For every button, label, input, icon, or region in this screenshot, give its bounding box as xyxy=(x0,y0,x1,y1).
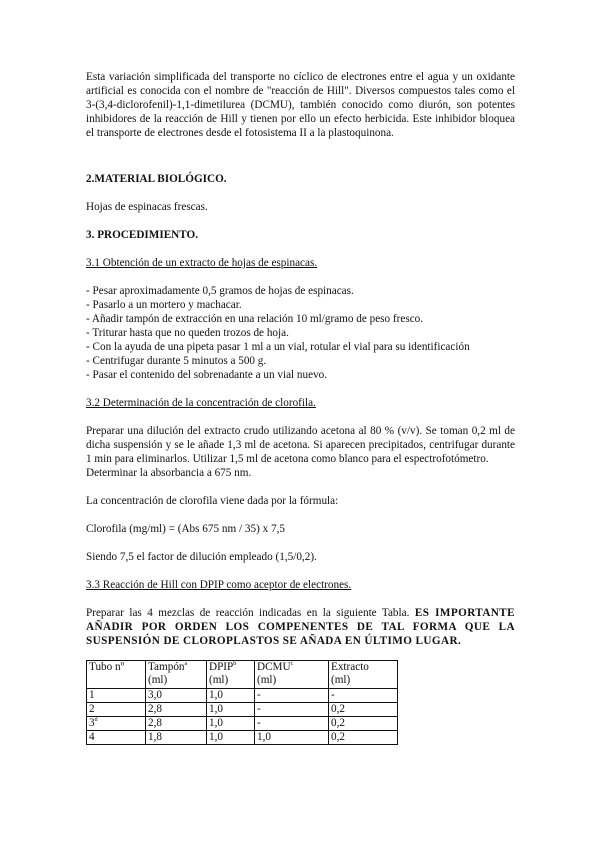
mixtures-instruction: Preparar las 4 mezclas de reacción indicadas en la siguiente Tabla. xyxy=(86,607,410,619)
column-header-tampon: Tampón$^a$ (ml) xyxy=(146,661,207,689)
column-header-extracto: Extracto (ml) xyxy=(329,661,398,689)
section-2-text: Hojas de espinacas frescas. xyxy=(86,201,208,213)
dilution-factor-text: Siendo 7,5 el factor de dilución empleado (1,5/0,2). xyxy=(86,551,317,563)
cell-dcmu: - xyxy=(255,703,329,717)
cell-dpip: 1,0 xyxy=(207,703,255,717)
list-item: - Centrifugar durante 5 minutos a 500 g. xyxy=(86,355,267,367)
list-item: - Con la ayuda de una pipeta pasar 1 ml a un vial, rotular el vial para su identificación xyxy=(86,341,470,353)
cell-tubo: 3$^d$ xyxy=(87,717,146,731)
cell-extracto: - xyxy=(329,689,398,703)
cell-tampon: 3,0 xyxy=(146,689,207,703)
formula-intro: La concentración de clorofila viene dada por la fórmula: xyxy=(86,495,339,507)
cell-dcmu: - xyxy=(255,717,329,731)
important-warning: ES IMPORTANTE AÑADIR POR ORDEN LOS COMPENENTES DE TAL FORMA QUE LA SUSPENSIÓN DE CLOROPLASTOS SE AÑADA EN ÚLTIMO LUGAR. xyxy=(86,607,516,647)
reaction-mixtures-table xyxy=(86,660,398,745)
cell-tampon: 1,8 xyxy=(146,731,207,745)
cell-dpip: 1,0 xyxy=(207,689,255,703)
section-3-heading: 3. PROCEDIMIENTO. xyxy=(86,229,198,241)
procedure-steps-list xyxy=(86,284,515,382)
subsection-3-3-heading: 3.3 Reacción de Hill con DPIP como aceptor de electrones. xyxy=(86,579,352,591)
cell-tubo: 4 xyxy=(87,731,146,745)
table-row xyxy=(87,703,398,717)
document-page xyxy=(86,70,515,745)
cell-extracto: 0,2 xyxy=(329,731,398,745)
cell-tubo: 2 xyxy=(87,703,146,717)
cell-dcmu: - xyxy=(255,689,329,703)
mixtures-paragraph xyxy=(86,606,515,648)
column-header-dcmu: DCMU$^c$ (ml) xyxy=(255,661,329,689)
cell-dcmu: 1,0 xyxy=(255,731,329,745)
cell-dpip: 1,0 xyxy=(207,731,255,745)
column-header-dpip: DPIP$^b$ (ml) xyxy=(207,661,255,689)
cell-extracto: 0,2 xyxy=(329,703,398,717)
list-item: - Pasarlo a un mortero y machacar. xyxy=(86,299,242,311)
intro-paragraph: Esta variación simplificada del transporte no cíclico de electrones entre el agua y un oxidante artificial es conocida con el nombre de "reacción de Hill". Diversos compuestos tales como el 3-(3,4-diclorofenil)-1,1-dimetilurea (DCMU), también conocido como diurón, son potentes inhibidores de la reacción de Hill y tienen por ello un efecto herbicida. Este inhibidor bloquea el transporte de electrones desde el fotosistema II a la plastoquinona. xyxy=(86,71,515,139)
list-item: - Añadir tampón de extracción en una relación 10 ml/gramo de peso fresco. xyxy=(86,313,424,325)
formula: Clorofila (mg/ml) = (Abs 675 nm / 35) x 7,5 xyxy=(86,523,285,535)
cell-tubo: 1 xyxy=(87,689,146,703)
cell-dpip: 1,0 xyxy=(207,717,255,731)
list-item: - Triturar hasta que no queden trozos de hoja. xyxy=(86,327,289,339)
absorbance-paragraph: Determinar la absorbancia a 675 nm. xyxy=(86,467,252,479)
table-row xyxy=(87,731,398,745)
dilution-paragraph: Preparar una dilución del extracto crudo utilizando acetona al 80 % (v/v). Se toman 0,2 ml de dicha suspensión y se le añade 1,3 ml de acetona. Si aparecen precipitados, centrifugar durante 1 min para eliminarlos. Utilizar 1,5 ml de acetona como blanco para el espectrofotómetro. xyxy=(86,425,515,465)
table-row xyxy=(87,717,398,731)
column-header-tubo: Tubo nº xyxy=(87,661,146,689)
subsection-3-1-heading: 3.1 Obtención de un extracto de hojas de espinacas. xyxy=(86,257,318,269)
cell-extracto: 0,2 xyxy=(329,717,398,731)
list-item: - Pasar el contenido del sobrenadante a un vial nuevo. xyxy=(86,369,328,381)
cell-tampon: 2,8 xyxy=(146,703,207,717)
cell-tampon: 2,8 xyxy=(146,717,207,731)
subsection-3-2-heading: 3.2 Determinación de la concentración de clorofila. xyxy=(86,397,316,409)
section-2-heading: 2.MATERIAL BIOLÓGICO. xyxy=(86,173,227,185)
list-item: - Pesar aproximadamente 0,5 gramos de hojas de espinacas. xyxy=(86,285,354,297)
table-header-row xyxy=(87,661,398,689)
table-row xyxy=(87,689,398,703)
